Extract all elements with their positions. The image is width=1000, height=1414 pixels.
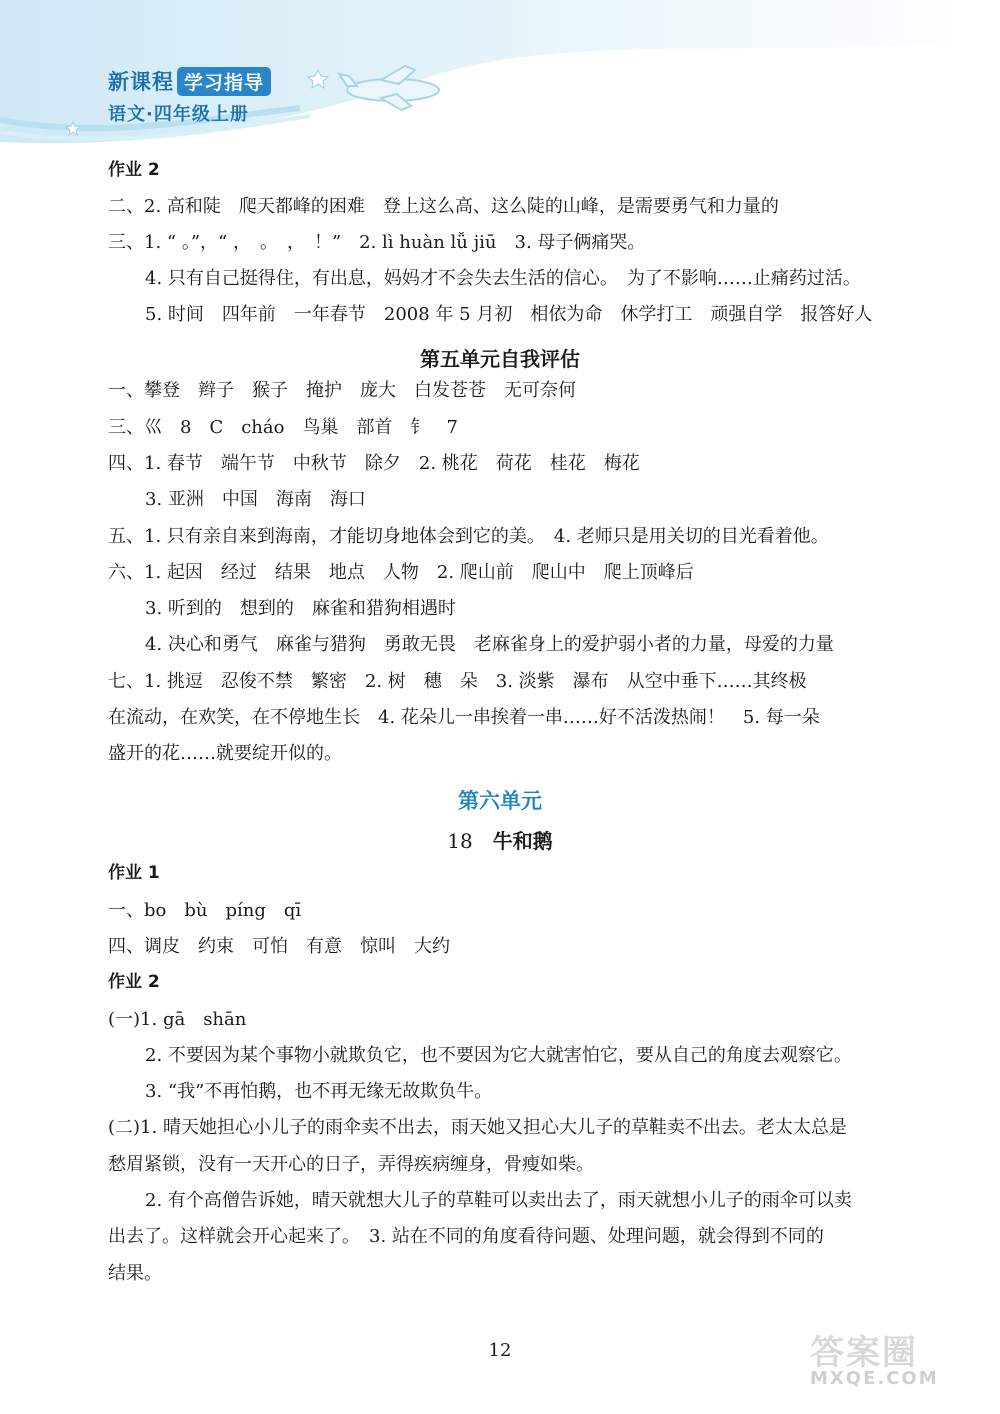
- lesson-number: 18: [447, 829, 473, 853]
- watermark: [810, 1325, 939, 1389]
- answer-line: (一)1. gā shān: [108, 1009, 247, 1030]
- answer-line: 四、1. 春节 端午节 中秋节 除夕 2. 桃花 荷花 桂花 梅花: [108, 453, 640, 474]
- lesson-title: [0, 825, 1000, 854]
- answer-line: 三、巛 8 C cháo 鸟巢 部首 钅 7: [108, 417, 458, 438]
- book-subtitle: 语文·四年级上册: [108, 104, 249, 125]
- answer-line: 二、2. 高和陡 爬天都峰的困难 登上这么高、这么陡的山峰，是需要勇气和力量的: [108, 196, 779, 217]
- answer-line: 七、1. 挑逗 忍俊不禁 繁密 2. 树 穗 朵 3. 淡紫 瀑布 从空中垂下……其终极: [108, 671, 807, 692]
- answer-line: 3. 亚洲 中国 海南 海口: [145, 489, 366, 510]
- page-number: 12: [488, 1340, 512, 1361]
- unit-title: 第六单元: [458, 789, 542, 813]
- assignment-label: 作业 2: [108, 160, 160, 180]
- answer-line: 三、1. “ 。”，“ ， 。 ， ！” 2. lì huàn lǚ jiū 3. 母子俩痛哭。: [108, 232, 646, 253]
- header-banner: [0, 0, 1000, 150]
- answer-line: 一、bo bù píng qī: [108, 900, 302, 921]
- watermark-logo: 答案圈: [810, 1333, 918, 1373]
- answer-line: 在流动，在欢笑，在不停地生长 4. 花朵儿一串挨着一串……好不活泼热闹！ 5. 每一朵: [108, 707, 820, 728]
- answer-line: 出去了。这样就会开心起来了。 3. 站在不同的角度看待问题、处理问题，就会得到不同的: [108, 1226, 824, 1247]
- answer-line: 五、1. 只有亲自来到海南，才能切身地体会到它的美。 4. 老师只是用关切的目光看着他。: [108, 526, 829, 547]
- answer-line: 愁眉紧锁，没有一天开心的日子，弄得疾病缠身，骨瘦如柴。: [108, 1154, 594, 1175]
- answer-line: (二)1. 晴天她担心小儿子的雨伞卖不出去，雨天她又担心大儿子的草鞋卖不出去。老太太总是: [108, 1117, 847, 1138]
- answer-line: 一、攀登 辫子 猴子 掩护 庞大 白发苍苍 无可奈何: [108, 380, 576, 401]
- answer-line: 六、1. 起因 经过 结果 地点 人物 2. 爬山前 爬山中 爬上顶峰后: [108, 562, 694, 583]
- answer-line: 四、调皮 约束 可怕 有意 惊叫 大约: [108, 936, 450, 957]
- answer-line: 5. 时间 四年前 一年春节 2008 年 5 月初 相依为命 休学打工 顽强自学 报答好人: [145, 304, 873, 325]
- brand-main: 新课程: [108, 70, 174, 94]
- answer-line: 4. 决心和勇气 麻雀与猎狗 勇敢无畏 老麻雀身上的爱护弱小者的力量，母爱的力量: [145, 634, 834, 655]
- lesson-name: 牛和鹅: [492, 829, 553, 853]
- airplane-icon: [335, 64, 455, 112]
- assignment-label: 作业 2: [108, 972, 160, 992]
- answer-line: 4. 只有自己挺得住，有出息，妈妈才不会失去生活的信心。 为了不影响……止痛药过活。: [145, 268, 861, 289]
- answer-line: 3. “我”不再怕鹅，也不再无缘无故欺负牛。: [145, 1081, 493, 1102]
- answer-line: 3. 听到的 想到的 麻雀和猎狗相遇时: [145, 598, 456, 619]
- section-title: 第五单元自我评估: [420, 347, 580, 371]
- answer-line: 2. 有个高僧告诉她，晴天就想大儿子的草鞋可以卖出去了，雨天就想小儿子的雨伞可以卖: [145, 1190, 852, 1211]
- watermark-url: MXQE.COM: [810, 1368, 939, 1389]
- brand-badge: 学习指导: [177, 67, 271, 96]
- answer-line: 盛开的花……就要绽开似的。: [108, 743, 342, 764]
- brand-logo: [108, 66, 271, 96]
- assignment-label: 作业 1: [108, 863, 160, 883]
- answer-line: 2. 不要因为某个事物小就欺负它，也不要因为它大就害怕它，要从自己的角度去观察它。: [145, 1045, 852, 1066]
- answer-line: 结果。: [108, 1263, 162, 1284]
